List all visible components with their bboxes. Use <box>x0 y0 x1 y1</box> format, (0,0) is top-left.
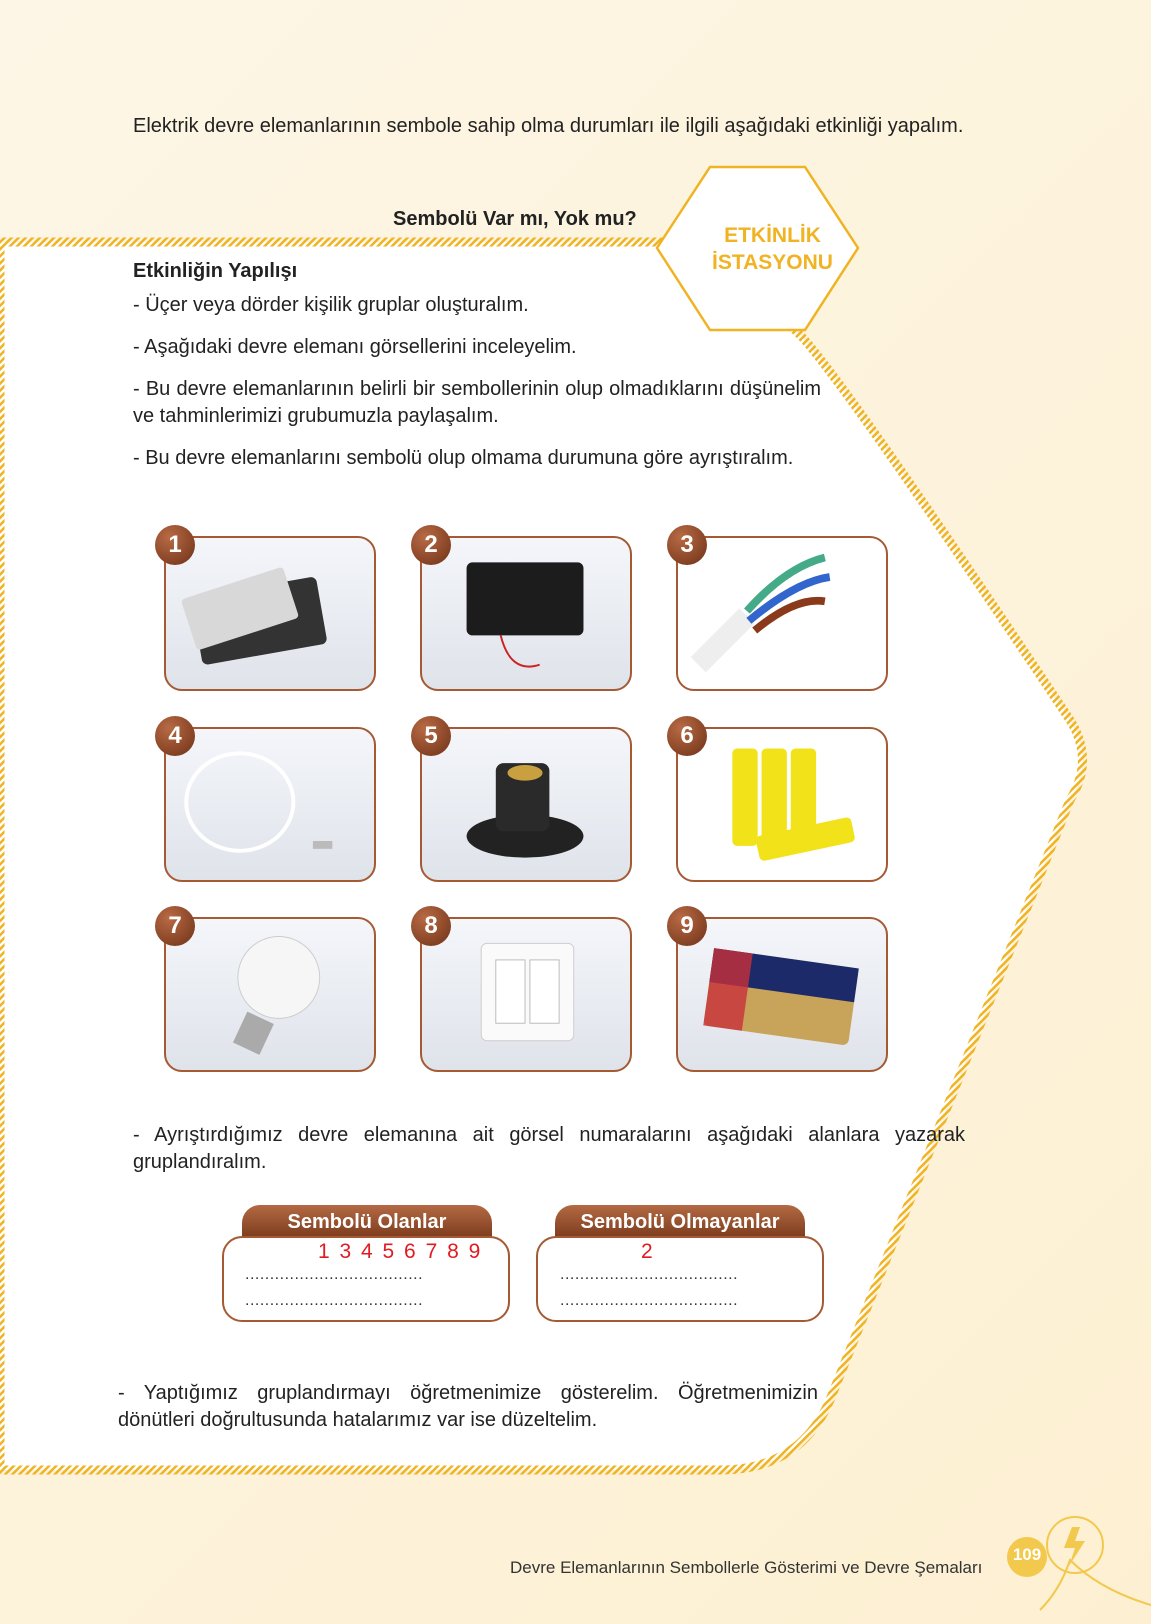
closing-text: - Yaptığımız gruplandırmayı öğretmenimize gösterelim. Öğretmenimizin dönütleri doğrultusunda hatalarımız var ise düzeltelim. <box>118 1382 818 1431</box>
image-light-switch <box>420 917 632 1072</box>
dotted-line: .................................... <box>245 1266 424 1283</box>
image-battery-holder <box>420 536 632 691</box>
instruction-text: - Ayrıştırdığımız devre elemanına ait görsel numaralarını aşağıdaki alanlara yazarak gruplandıralım. <box>133 1124 965 1173</box>
image-usb-cable <box>164 727 376 882</box>
step-1: - Üçer veya dörder kişilik gruplar oluşturalım. <box>133 294 529 316</box>
activity-badge <box>690 222 855 276</box>
image-number-9: 9 <box>667 906 707 946</box>
image-number-3: 3 <box>667 525 707 565</box>
image-number-4: 4 <box>155 716 195 756</box>
image-aa-batteries <box>676 727 888 882</box>
image-number-5: 5 <box>411 716 451 756</box>
image-lamp-socket <box>420 727 632 882</box>
image-9v-battery <box>676 917 888 1072</box>
badge-line1: ETKİNLİK <box>724 224 821 247</box>
answer-with-symbol: 1 3 4 5 6 7 8 9 <box>318 1240 483 1263</box>
dotted-line: .................................... <box>245 1292 424 1309</box>
step-4: - Bu devre elemanlarını sembolü olup olmama durumuna göre ayrıştıralım. <box>133 447 794 469</box>
lightning-icon <box>1064 1527 1085 1566</box>
image-number-6: 6 <box>667 716 707 756</box>
step-3: - Bu devre elemanlarının belirli bir sembollerinin olup olmadıklarını düşünelim ve tahminlerimizi grubumuzla paylaşalım. <box>133 378 821 427</box>
badge-line2: İSTASYONU <box>712 251 833 274</box>
page-number: 109 <box>1007 1537 1047 1577</box>
step-2: - Aşağıdaki devre elemanı görsellerini inceleyelim. <box>133 336 577 358</box>
footer-chapter-title: Devre Elemanlarının Sembollerle Gösterimi ve Devre Şemaları <box>510 1558 983 1577</box>
group-title-without-symbol: Sembolü Olmayanlar <box>555 1205 805 1239</box>
group-title-with-symbol: Sembolü Olanlar <box>242 1205 492 1239</box>
image-phone-battery <box>164 536 376 691</box>
intro-text: Elektrik devre elemanlarının sembole sahip olma durumları ile ilgili aşağıdaki etkinliği yapalım. <box>133 115 964 137</box>
image-light-bulb <box>164 917 376 1072</box>
activity-title: Sembolü Var mı, Yok mu? <box>393 208 637 230</box>
dotted-line: .................................... <box>560 1266 739 1283</box>
image-number-2: 2 <box>411 525 451 565</box>
dotted-line: .................................... <box>560 1292 739 1309</box>
image-number-8: 8 <box>411 906 451 946</box>
section-heading: Etkinliğin Yapılışı <box>133 260 298 282</box>
image-number-7: 7 <box>155 906 195 946</box>
image-electric-cable <box>676 536 888 691</box>
answer-without-symbol: 2 <box>641 1240 655 1263</box>
image-number-1: 1 <box>155 525 195 565</box>
